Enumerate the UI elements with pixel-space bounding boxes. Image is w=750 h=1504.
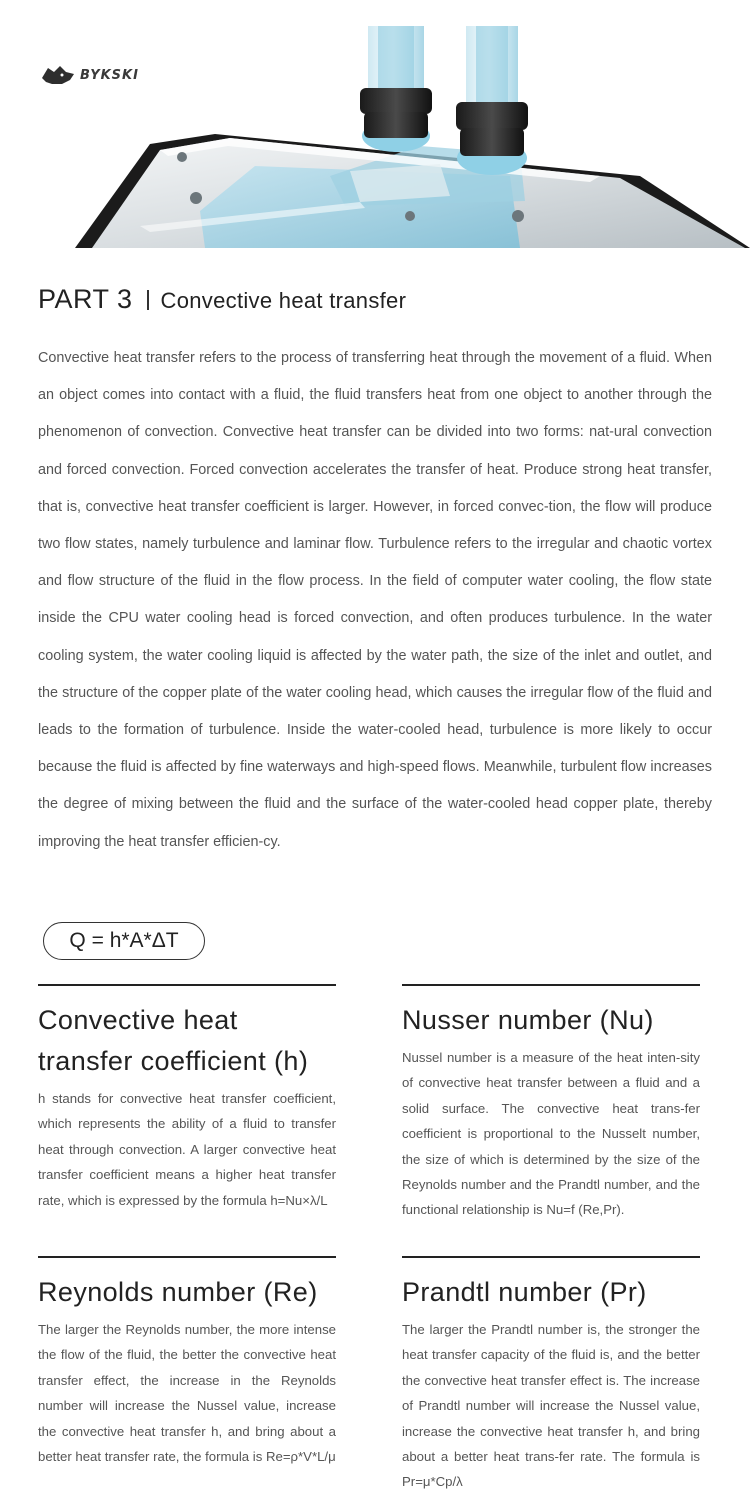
box-top-rule xyxy=(38,1256,336,1258)
box-top-rule xyxy=(402,1256,700,1258)
box-prandtl-number xyxy=(402,1256,700,1495)
hero-image xyxy=(0,26,750,248)
section-title: Convective heat transfer xyxy=(160,288,407,313)
box-title: Convective heat transfer coefficient (h) xyxy=(38,1005,309,1076)
brand-logo xyxy=(40,64,139,86)
box-body: The larger the Prandtl number is, the stronger the heat transfer capacity of the fluid is, and the better the convective heat transfer effect is. The increase of Prandtl number will increase the Nussel value, increase the convective heat transfer h, and bring about a better heat trans-fer rate. The formula is Pr=μ*Cp/λ xyxy=(402,1322,700,1490)
box-top-rule xyxy=(38,984,336,986)
box-title: Reynolds number (Re) xyxy=(38,1277,318,1307)
box-top-rule xyxy=(402,984,700,986)
wolf-head-icon xyxy=(40,64,76,86)
box-reynolds-number xyxy=(38,1256,336,1469)
water-block-product-photo xyxy=(0,26,750,248)
box-title: Prandtl number (Pr) xyxy=(402,1277,647,1307)
box-body: Nussel number is a measure of the heat inten-sity of convective heat transfer between a fluid and a solid surface. The convective heat trans-fer coefficient is proportional to the Nusselt number, the size of which is determined by the size of the Reynolds number and the Prandtl number, and the functional relationship is Nu=f (Re,Pr). xyxy=(402,1050,700,1218)
heading-divider xyxy=(147,290,149,310)
box-convective-coefficient xyxy=(38,984,336,1213)
intro-paragraph: Convective heat transfer refers to the process of transferring heat through the movement of a fluid. When an object comes into contact with a fluid, the fluid transfers heat from one object to another through the phenomenon of convection. Convective heat transfer can be divided into two forms: nat-ural convection and forced convection. Forced convection accelerates the transfer of heat. Produce strong heat transfer, that is, convective heat transfer coefficient is larger. However, in forced convec-tion, the flow will produce two flow states, namely turbulence and laminar flow. Turbulence refers to the irregular and chaotic vortex and flow structure of the fluid in the flow process. In the field of computer water cooling, the flow state inside the CPU water cooling head is forced convection, and often produces turbulence. In the water cooling system, the water cooling liquid is affected by the water path, the size of the inlet and outlet, and the structure of the copper plate of the water cooling head, which causes the irregular flow of the fluid and leads to the formation of turbulence. Inside the water-cooled head, turbulence is more likely to occur because the fluid is affected by fine waterways and high-speed flows. Meanwhile, turbulent flow increases the degree of mixing between the fluid and the surface of the water-cooled head copper plate, thereby improving the heat transfer efficien-cy. xyxy=(38,350,712,850)
part-label: PART 3 xyxy=(38,284,133,314)
box-body: The larger the Reynolds number, the more intense the flow of the fluid, the better the convective heat transfer effect, the increase in the Reynolds number will increase the Nussel value, increase the convective heat transfer h, and bring about a better heat transfer rate, the formula is Re=ρ*V*L/μ xyxy=(38,1322,336,1465)
box-nusser-number xyxy=(402,984,700,1223)
formula-badge: Q = h*A*ΔT xyxy=(43,922,205,960)
box-title: Nusser number (Nu) xyxy=(402,1005,654,1035)
box-body: h stands for convective heat transfer coefficient, which represents the ability of a fluid to transfer heat through convection. A larger convective heat transfer coefficient means a higher heat transfer rate, which is expressed by the formula h=Nu×λ/L xyxy=(38,1091,336,1208)
section-heading xyxy=(38,284,406,315)
brand-logo-text: BYKSKI xyxy=(80,67,139,83)
